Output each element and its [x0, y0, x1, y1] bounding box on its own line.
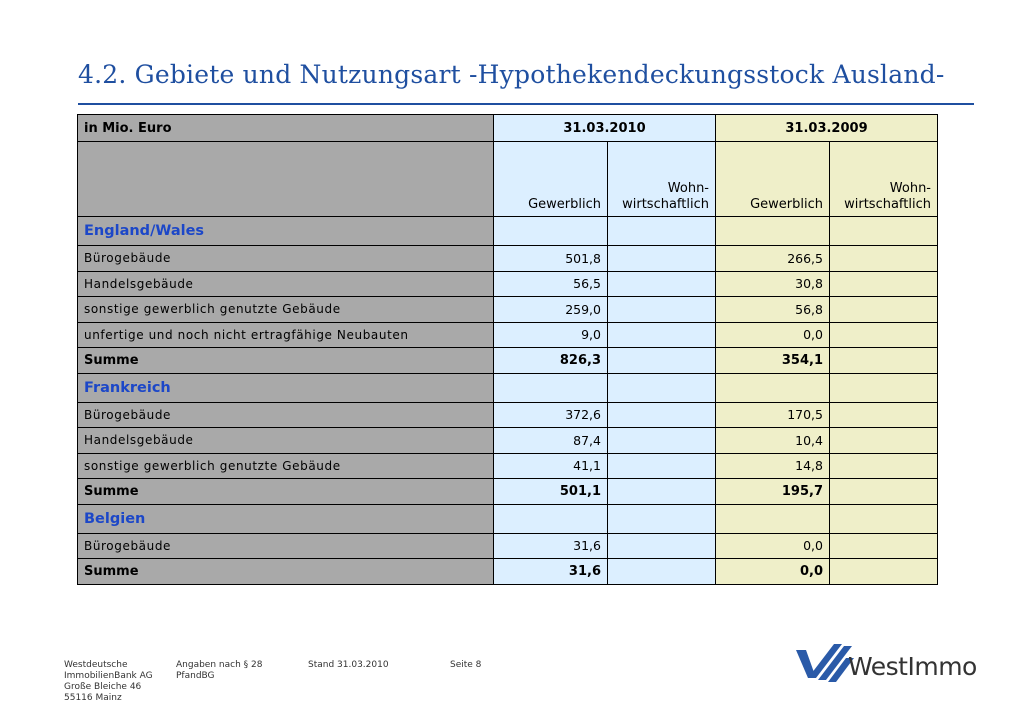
unit-label: in Mio. Euro: [78, 115, 494, 142]
value-wohn-2010: [608, 453, 716, 479]
col-gewerblich-2010: Gewerblich: [494, 142, 608, 217]
westimmo-logo-text: WestImmo: [848, 652, 977, 681]
region-name: England/Wales: [78, 217, 494, 246]
header-empty-cell: [78, 142, 494, 217]
empty-cell: [608, 373, 716, 402]
row-label: Summe: [78, 559, 494, 585]
row-label: Summe: [78, 479, 494, 505]
empty-cell: [830, 217, 938, 246]
value-wohn-2009: [830, 322, 938, 348]
value-wohn-2009: [830, 479, 938, 505]
value-gewerblich-2009: 0,0: [716, 533, 830, 559]
value-gewerblich-2009: 30,8: [716, 271, 830, 297]
value-gewerblich-2009: 354,1: [716, 348, 830, 374]
row-label: unfertige und noch nicht ertragfähige Neubauten: [78, 322, 494, 348]
row-label: Bürogebäude: [78, 246, 494, 272]
value-wohn-2010: [608, 533, 716, 559]
value-wohn-2009: [830, 533, 938, 559]
row-label: sonstige gewerblich genutzte Gebäude: [78, 453, 494, 479]
table-row: [78, 428, 938, 454]
table-row: [78, 322, 938, 348]
col-wohn-line1: Wohn-: [667, 181, 709, 196]
value-gewerblich-2010: 9,0: [494, 322, 608, 348]
empty-cell: [716, 373, 830, 402]
header-row-columns: [78, 142, 938, 217]
value-gewerblich-2009: 10,4: [716, 428, 830, 454]
footer-law-line: Angaben nach § 28: [176, 660, 263, 670]
value-gewerblich-2010: 87,4: [494, 428, 608, 454]
value-gewerblich-2010: 501,8: [494, 246, 608, 272]
value-gewerblich-2010: 372,6: [494, 402, 608, 428]
col-wohn-line2: wirtschaftlich: [844, 197, 931, 212]
region-name: Frankreich: [78, 373, 494, 402]
footer-stand: Stand 31.03.2010: [308, 660, 389, 670]
empty-cell: [608, 504, 716, 533]
footer-company: [64, 660, 153, 704]
data-table: [77, 114, 938, 585]
empty-cell: [830, 504, 938, 533]
empty-cell: [494, 217, 608, 246]
col-wohn-2009: [830, 142, 938, 217]
value-gewerblich-2010: 31,6: [494, 559, 608, 585]
row-label: Handelsgebäude: [78, 428, 494, 454]
value-wohn-2010: [608, 322, 716, 348]
value-wohn-2009: [830, 271, 938, 297]
empty-cell: [494, 504, 608, 533]
empty-cell: [716, 217, 830, 246]
row-label: Summe: [78, 348, 494, 374]
value-wohn-2010: [608, 402, 716, 428]
header-row-dates: [78, 115, 938, 142]
table-row: [78, 453, 938, 479]
value-wohn-2009: [830, 402, 938, 428]
value-gewerblich-2009: 195,7: [716, 479, 830, 505]
table-row: [78, 271, 938, 297]
col-wohn-2010: [608, 142, 716, 217]
value-wohn-2010: [608, 297, 716, 323]
col-wohn-line1: Wohn-: [889, 181, 931, 196]
westimmo-logo-icon: [794, 640, 854, 684]
date-2010-header: 31.03.2010: [494, 115, 716, 142]
region-name: Belgien: [78, 504, 494, 533]
value-wohn-2009: [830, 453, 938, 479]
footer-law: [176, 660, 262, 682]
region-row: [78, 217, 938, 246]
value-wohn-2010: [608, 479, 716, 505]
value-wohn-2009: [830, 348, 938, 374]
sum-row: [78, 559, 938, 585]
sum-row: [78, 348, 938, 374]
row-label: Bürogebäude: [78, 402, 494, 428]
value-gewerblich-2009: 0,0: [716, 322, 830, 348]
empty-cell: [716, 504, 830, 533]
value-gewerblich-2010: 501,1: [494, 479, 608, 505]
col-wohn-line2: wirtschaftlich: [622, 197, 709, 212]
row-label: Handelsgebäude: [78, 271, 494, 297]
footer-company-line: 55116 Mainz: [64, 693, 122, 703]
region-row: [78, 504, 938, 533]
table-row: [78, 402, 938, 428]
empty-cell: [494, 373, 608, 402]
value-wohn-2009: [830, 428, 938, 454]
footer-company-line: Große Bleiche 46: [64, 682, 142, 692]
table-row: [78, 246, 938, 272]
value-gewerblich-2009: 56,8: [716, 297, 830, 323]
empty-cell: [608, 217, 716, 246]
value-gewerblich-2010: 41,1: [494, 453, 608, 479]
value-wohn-2010: [608, 559, 716, 585]
value-wohn-2009: [830, 246, 938, 272]
value-gewerblich-2010: 31,6: [494, 533, 608, 559]
value-wohn-2010: [608, 271, 716, 297]
col-gewerblich-2009: Gewerblich: [716, 142, 830, 217]
value-gewerblich-2009: 0,0: [716, 559, 830, 585]
region-row: [78, 373, 938, 402]
footer-law-line: PfandBG: [176, 671, 215, 681]
date-2009-header: 31.03.2009: [716, 115, 938, 142]
value-wohn-2009: [830, 559, 938, 585]
sum-row: [78, 479, 938, 505]
value-gewerblich-2010: 56,5: [494, 271, 608, 297]
value-gewerblich-2010: 259,0: [494, 297, 608, 323]
footer-page: Seite 8: [450, 660, 482, 670]
table-row: [78, 533, 938, 559]
value-gewerblich-2009: 170,5: [716, 402, 830, 428]
empty-cell: [830, 373, 938, 402]
value-wohn-2009: [830, 297, 938, 323]
value-gewerblich-2010: 826,3: [494, 348, 608, 374]
row-label: Bürogebäude: [78, 533, 494, 559]
value-wohn-2010: [608, 348, 716, 374]
title-rule: [78, 103, 974, 105]
page-title: 4.2. Gebiete und Nutzungsart -Hypothekendeckungsstock Ausland-: [78, 60, 945, 89]
table-row: [78, 297, 938, 323]
footer-company-line: ImmobilienBank AG: [64, 671, 153, 681]
value-wohn-2010: [608, 246, 716, 272]
value-wohn-2010: [608, 428, 716, 454]
value-gewerblich-2009: 266,5: [716, 246, 830, 272]
value-gewerblich-2009: 14,8: [716, 453, 830, 479]
row-label: sonstige gewerblich genutzte Gebäude: [78, 297, 494, 323]
footer-company-line: Westdeutsche: [64, 660, 128, 670]
